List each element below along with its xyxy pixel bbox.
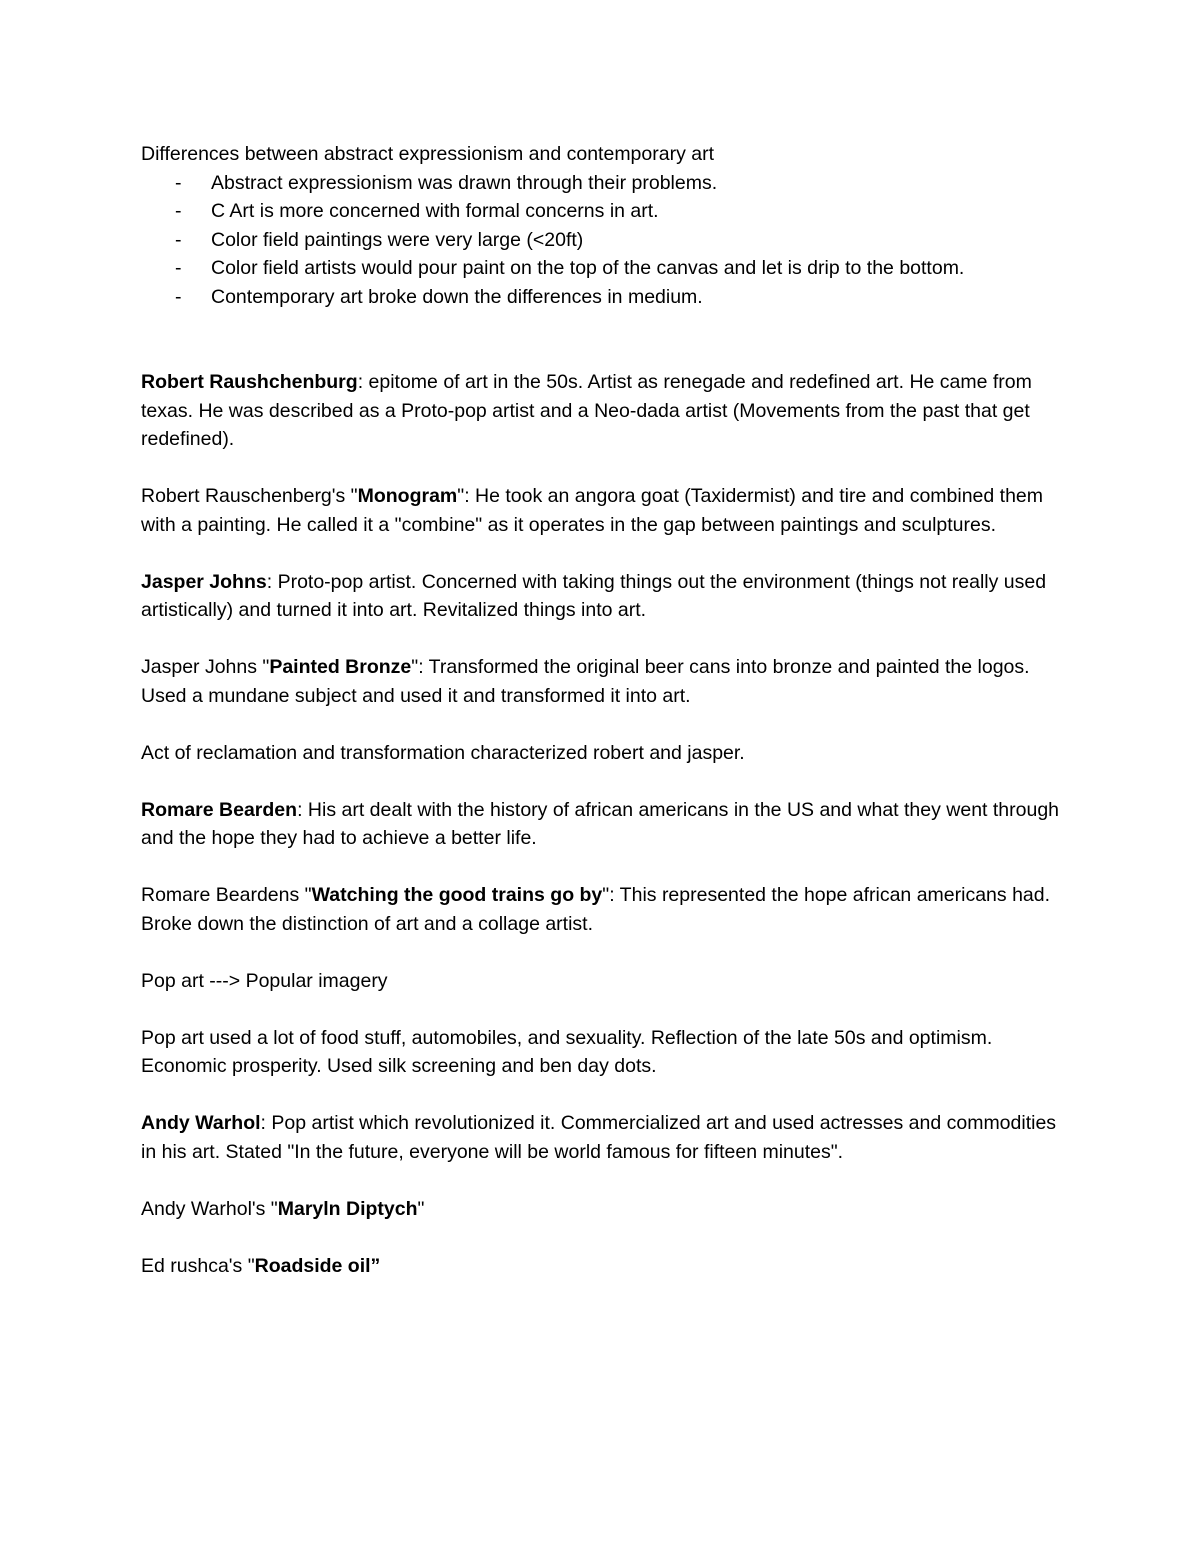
list-item bbox=[141, 254, 1061, 283]
list-item-text: Contemporary art broke down the differences in medium. bbox=[211, 285, 703, 308]
artist-name: Romare Bearden bbox=[141, 798, 298, 821]
paragraph-monogram: Robert Rauschenberg's "Monogram": He took an angora goat (Taxidermist) and tire and combined them with a painting. He called it a "combine" as it operates in the gap between paintings and sculptures. bbox=[141, 485, 1044, 536]
list-item bbox=[141, 283, 1061, 312]
artist-name: Robert Raushchenburg bbox=[141, 371, 358, 393]
paragraph-reclamation: Act of reclamation and transformation characterized robert and jasper. bbox=[141, 741, 745, 764]
paragraph-roadside-oil: Ed rushca's "Roadside oil” bbox=[141, 1254, 381, 1277]
artist-name: Andy Warhol bbox=[141, 1112, 261, 1134]
list-item-text: Abstract expressionism was drawn through their problems. bbox=[211, 171, 718, 194]
paragraph-painted-bronze: Jasper Johns "Painted Bronze": Transformed the original beer cans into bronze and painted the logos. Used a mundane subject and used it and transformed it into art. bbox=[141, 656, 1030, 707]
dash-bullet: - bbox=[175, 228, 182, 251]
paragraph-pop-art-details: Pop art used a lot of food stuff, automobiles, and sexuality. Reflection of the late 50s and optimism. Economic prosperity. Used silk screening and ben day dots. bbox=[141, 1026, 993, 1077]
paragraph-pop-art-imagery: Pop art ---> Popular imagery bbox=[141, 969, 388, 992]
dash-bullet: - bbox=[175, 257, 182, 279]
paragraph-raushchenburg: Robert Raushchenburg: epitome of art in the 50s. Artist as renegade and redefined art. He came from texas. He was described as a Proto-pop artist and a Neo-dada artist (Movements from the past that get redefined). bbox=[141, 371, 1032, 450]
artwork-title: Roadside oil” bbox=[254, 1254, 381, 1277]
paragraph-jasper-johns: Jasper Johns: Proto-pop artist. Concerned with taking things out the environment (things not really used artistically) and turned it into art. Revitalized things into art. bbox=[141, 570, 1047, 621]
artwork-title: Maryln Diptych bbox=[277, 1197, 418, 1220]
dash-bullet: - bbox=[175, 285, 182, 308]
list-item-text: Color field artists would pour paint on the top of the canvas and let is drip to the bottom. bbox=[211, 257, 965, 279]
list-item bbox=[141, 226, 1061, 255]
artwork-title: Watching the good trains go by bbox=[311, 884, 603, 906]
list-item bbox=[141, 197, 1061, 226]
paragraph-maryln-diptych: Andy Warhol's "Maryln Diptych" bbox=[141, 1197, 425, 1220]
list-item bbox=[141, 169, 1061, 198]
dash-bullet: - bbox=[175, 171, 182, 194]
paragraph-andy-warhol: Andy Warhol: Pop artist which revolutionized it. Commercialized art and used actresses and commodities in his art. Stated "In the future, everyone will be world famous for fifteen minutes". bbox=[141, 1112, 1057, 1163]
dash-bullet: - bbox=[175, 200, 182, 222]
differences-list bbox=[141, 169, 1061, 312]
artwork-title: Monogram bbox=[357, 485, 458, 507]
list-item-text: Color field paintings were very large (<20ft) bbox=[211, 228, 584, 251]
list-item-text: C Art is more concerned with formal concerns in art. bbox=[211, 200, 659, 222]
artist-name: Jasper Johns bbox=[141, 570, 267, 593]
paragraph-romare-bearden: Romare Bearden: His art dealt with the history of african americans in the US and what they went through and the hope they had to achieve a better life. bbox=[141, 798, 1060, 849]
artwork-title: Painted Bronze bbox=[269, 656, 412, 678]
paragraph-watching-trains: Romare Beardens "Watching the good trains go by": This represented the hope african americans had. Broke down the distinction of art and a collage artist. bbox=[141, 884, 1051, 935]
section-title: Differences between abstract expressionism and contemporary art bbox=[141, 143, 715, 165]
document-page bbox=[141, 140, 1061, 1280]
